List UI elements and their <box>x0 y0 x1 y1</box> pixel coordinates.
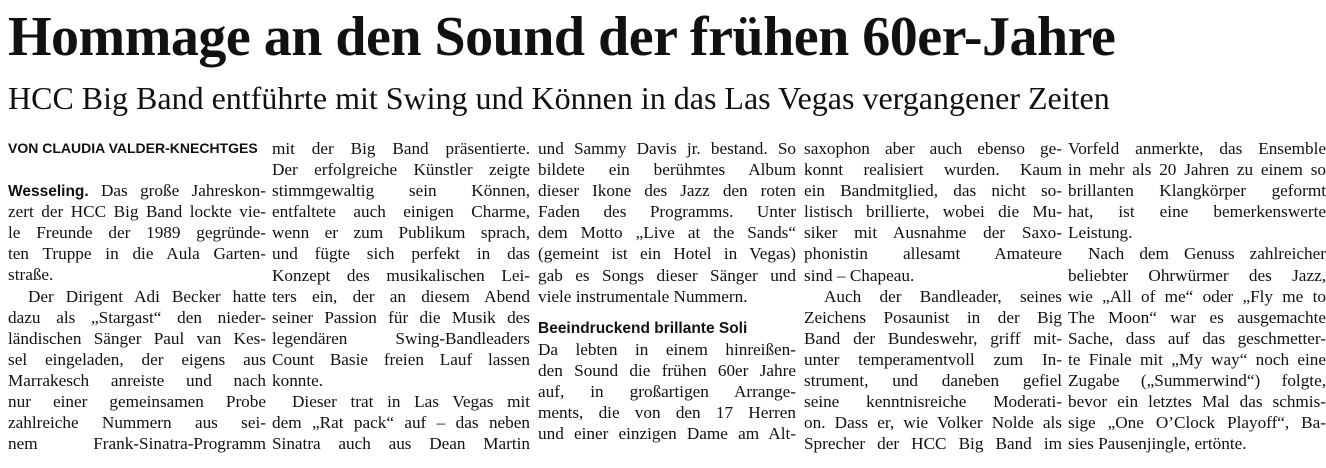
text-line: siker mit Ausnahme der Saxo- <box>804 223 1062 243</box>
text-line: dem Motto „Live at the Sands“ <box>538 223 796 243</box>
text-line: Zeichens Posaunist in der Big <box>804 307 1062 327</box>
article-column-5 <box>1068 138 1326 454</box>
text-line: seiner Passion für die Musik des <box>272 307 530 327</box>
text-line: bevor ein letztes Mal das schmis- <box>1068 392 1326 412</box>
text-line: und Sammy Davis jr. bestand. So <box>538 139 796 158</box>
text-line: Dieser trat in Las Vegas mit <box>292 392 530 412</box>
text-line: konnte. <box>272 371 324 391</box>
text-line: konnt realisiert wurden. Kaum <box>804 160 1062 180</box>
text-line: Sprecher der HCC Big Band im <box>804 434 1062 454</box>
text-line: Marrakesch anreiste und nach <box>8 370 266 390</box>
text-line: mit der Big Band präsentierte. <box>272 139 530 158</box>
text-line: Count Basie freien Lauf lassen <box>272 349 530 369</box>
text-line: saxophon aber auch ebenso ge- <box>804 139 1062 158</box>
text-line: Der erfolgreiche Künstler zeigte <box>272 160 530 180</box>
article-subheadline: HCC Big Band entführte mit Swing und Können in das Las Vegas vergangener Zeiten <box>8 80 1110 116</box>
text-line: The Moon“ war es ausgemachte <box>1068 307 1326 327</box>
text-line: unter temperamentvoll zum In- <box>804 349 1062 369</box>
text-line: Leistung. <box>1068 223 1133 243</box>
text-line: Da lebten in einem hinreißen- <box>538 339 796 359</box>
text-line: zahlreiche Nummern aus sei- <box>8 413 266 433</box>
text-line: dem „Rat pack“ auf – das neben <box>272 413 530 433</box>
article-column-2 <box>272 138 530 454</box>
article-column-3 <box>538 138 796 444</box>
text-line: den Sound die frühen 60er Jahre <box>538 360 796 380</box>
text-line: nur einer gemeinsamen Probe <box>8 392 266 412</box>
text-line: ments, die von den 17 Herren <box>538 403 796 423</box>
text-line: gab es Songs dieser Sänger und <box>538 265 796 285</box>
text-line: Auch der Bandleader, seines <box>824 286 1062 306</box>
text-line: stimmgewaltig sein Können, <box>272 181 530 201</box>
dateline: Wesseling. <box>8 183 89 201</box>
text-line: sige „One O’Clock Playoff“, Ba- <box>1068 413 1326 433</box>
text-line: Faden des Programms. Unter <box>538 202 796 222</box>
text-line: nem Frank-Sinatra-Programm <box>8 434 266 454</box>
text-line: auf, in großartigen Arrange- <box>538 382 796 402</box>
text-line: seine kenntnisreiche Moderati- <box>804 392 1062 412</box>
text-line: dieser Ikone des Jazz den roten <box>538 181 796 201</box>
text-line: und einer einzigen Dame am Alt- <box>538 424 796 444</box>
text-line: viele instrumentale Nummern. <box>538 286 748 306</box>
text-line: und fügte sich perfekt in das <box>272 244 530 264</box>
text-line: brillanten Klangkörper geformt <box>1068 181 1326 201</box>
text-line: listisch brillierte, wobei die Mu- <box>804 202 1062 222</box>
text-line: straße. <box>8 265 54 285</box>
byline: VON CLAUDIA VALDER-KNECHTGES <box>8 140 258 156</box>
article-column-1 <box>8 138 266 454</box>
text-line: sies Pausenjingle, ertönte. <box>1068 434 1247 454</box>
text-line: sel eingeladen, der eigens aus <box>8 349 266 369</box>
text-line: ländischen Sänger Paul van Kes- <box>8 328 266 348</box>
text-line: Nach dem Genuss zahlreicher <box>1088 244 1326 264</box>
text-line: Konzept des musikalischen Lei- <box>272 265 530 285</box>
text-line: Wesseling. Das große Jahreskon- <box>8 181 266 201</box>
text-line: bildete ein berühmtes Album <box>538 160 796 180</box>
text-line: Zugabe („Summerwind“) folgte, <box>1068 371 1326 391</box>
section-subheading: Beeindruckend brillante Soli <box>538 319 748 337</box>
text-line: Der Dirigent Adi Becker hatte <box>28 286 266 306</box>
text-line: ters ein, der an diesem Abend <box>272 286 530 306</box>
text-line: dazu als „Stargast“ den nieder- <box>8 307 266 327</box>
text-line: Sache, dass auf das geschmetter- <box>1068 328 1326 348</box>
text-line: zert der HCC Big Band lockte vie- <box>8 202 266 222</box>
text-line: wie „All of me“ oder „Fly me to <box>1068 286 1326 306</box>
text-line: Sinatra auch aus Dean Martin <box>272 434 530 454</box>
text-line: Band der Bundeswehr, griff mit- <box>804 328 1062 348</box>
text-line: entfaltete auch einigen Charme, <box>272 202 530 222</box>
text-line: phonistin allesamt Amateure <box>804 244 1062 264</box>
article-headline: Hommage an den Sound der frühen 60er-Jahre <box>8 6 1116 68</box>
text-line: strument, und daneben gefiel <box>804 371 1062 391</box>
text-line: in mehr als 20 Jahren zu einem so <box>1068 160 1326 180</box>
text-line: wenn er zum Publikum sprach, <box>272 223 530 243</box>
article-column-4 <box>804 138 1062 454</box>
text-line: legendären Swing-Bandleaders <box>272 328 530 348</box>
text-line: le Freunde der 1989 gegründe- <box>8 223 266 243</box>
text-line: Vorfeld anmerkte, das Ensemble <box>1068 139 1326 158</box>
text-line: ten Truppe in die Aula Garten- <box>8 244 266 264</box>
text-line: te Finale mit „My way“ noch eine <box>1068 349 1326 369</box>
text-line: beliebter Ohrwürmer des Jazz, <box>1068 265 1326 285</box>
text-line: on. Dass er, wie Volker Nolde als <box>804 413 1062 433</box>
text-line: (gemeint ist ein Hotel in Vegas) <box>538 244 796 264</box>
text-line: ein Bandmitglied, das nicht so- <box>804 181 1062 201</box>
text-line: sind – Chapeau. <box>804 265 915 285</box>
text-line: hat, ist eine bemerkenswerte <box>1068 202 1326 222</box>
